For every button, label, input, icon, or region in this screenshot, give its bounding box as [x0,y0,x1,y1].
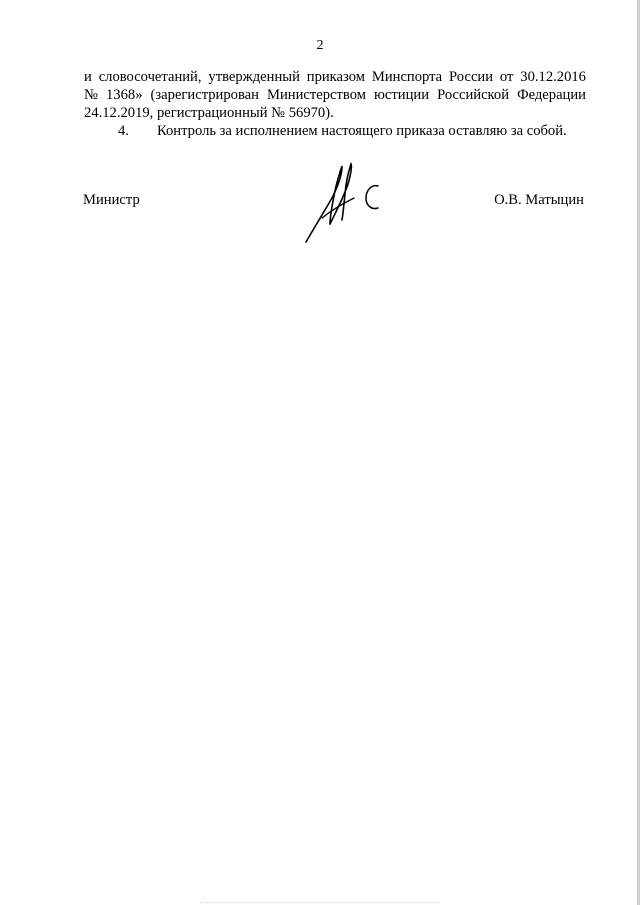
word: Минспорта [371,69,443,85]
word: утвержденный [208,69,300,85]
signatory-name: О.В. Матыцин [494,192,584,208]
paragraph-line-1 [84,68,586,86]
paragraph-line-2 [84,86,586,104]
item-4-text: Контроль за исполнением настоящего приказа оставляю за собой. [157,123,567,139]
word: 30.12.2016 [520,69,586,85]
word: юстиции [374,87,430,103]
word: Российской [437,87,509,103]
page-number: 2 [316,38,324,53]
word: словосочетаний, [98,69,202,85]
paragraph-line-3-text: 24.12.2019, регистрационный № 56970). [84,105,334,121]
word: и [84,69,92,85]
paragraph-line-3 [84,104,586,122]
word: приказом [306,69,365,85]
scan-artifact [200,900,440,903]
word: Министерством [267,87,366,103]
word: № [84,87,98,103]
word: Федерации [517,87,586,103]
signatory-position: Министр [83,192,140,208]
word: 1368» [106,87,143,103]
word: России [449,69,494,85]
item-4-number: 4. [118,123,129,139]
word: (зарегистрирован [150,87,259,103]
handwritten-signature [296,160,392,246]
word: от [499,69,514,85]
